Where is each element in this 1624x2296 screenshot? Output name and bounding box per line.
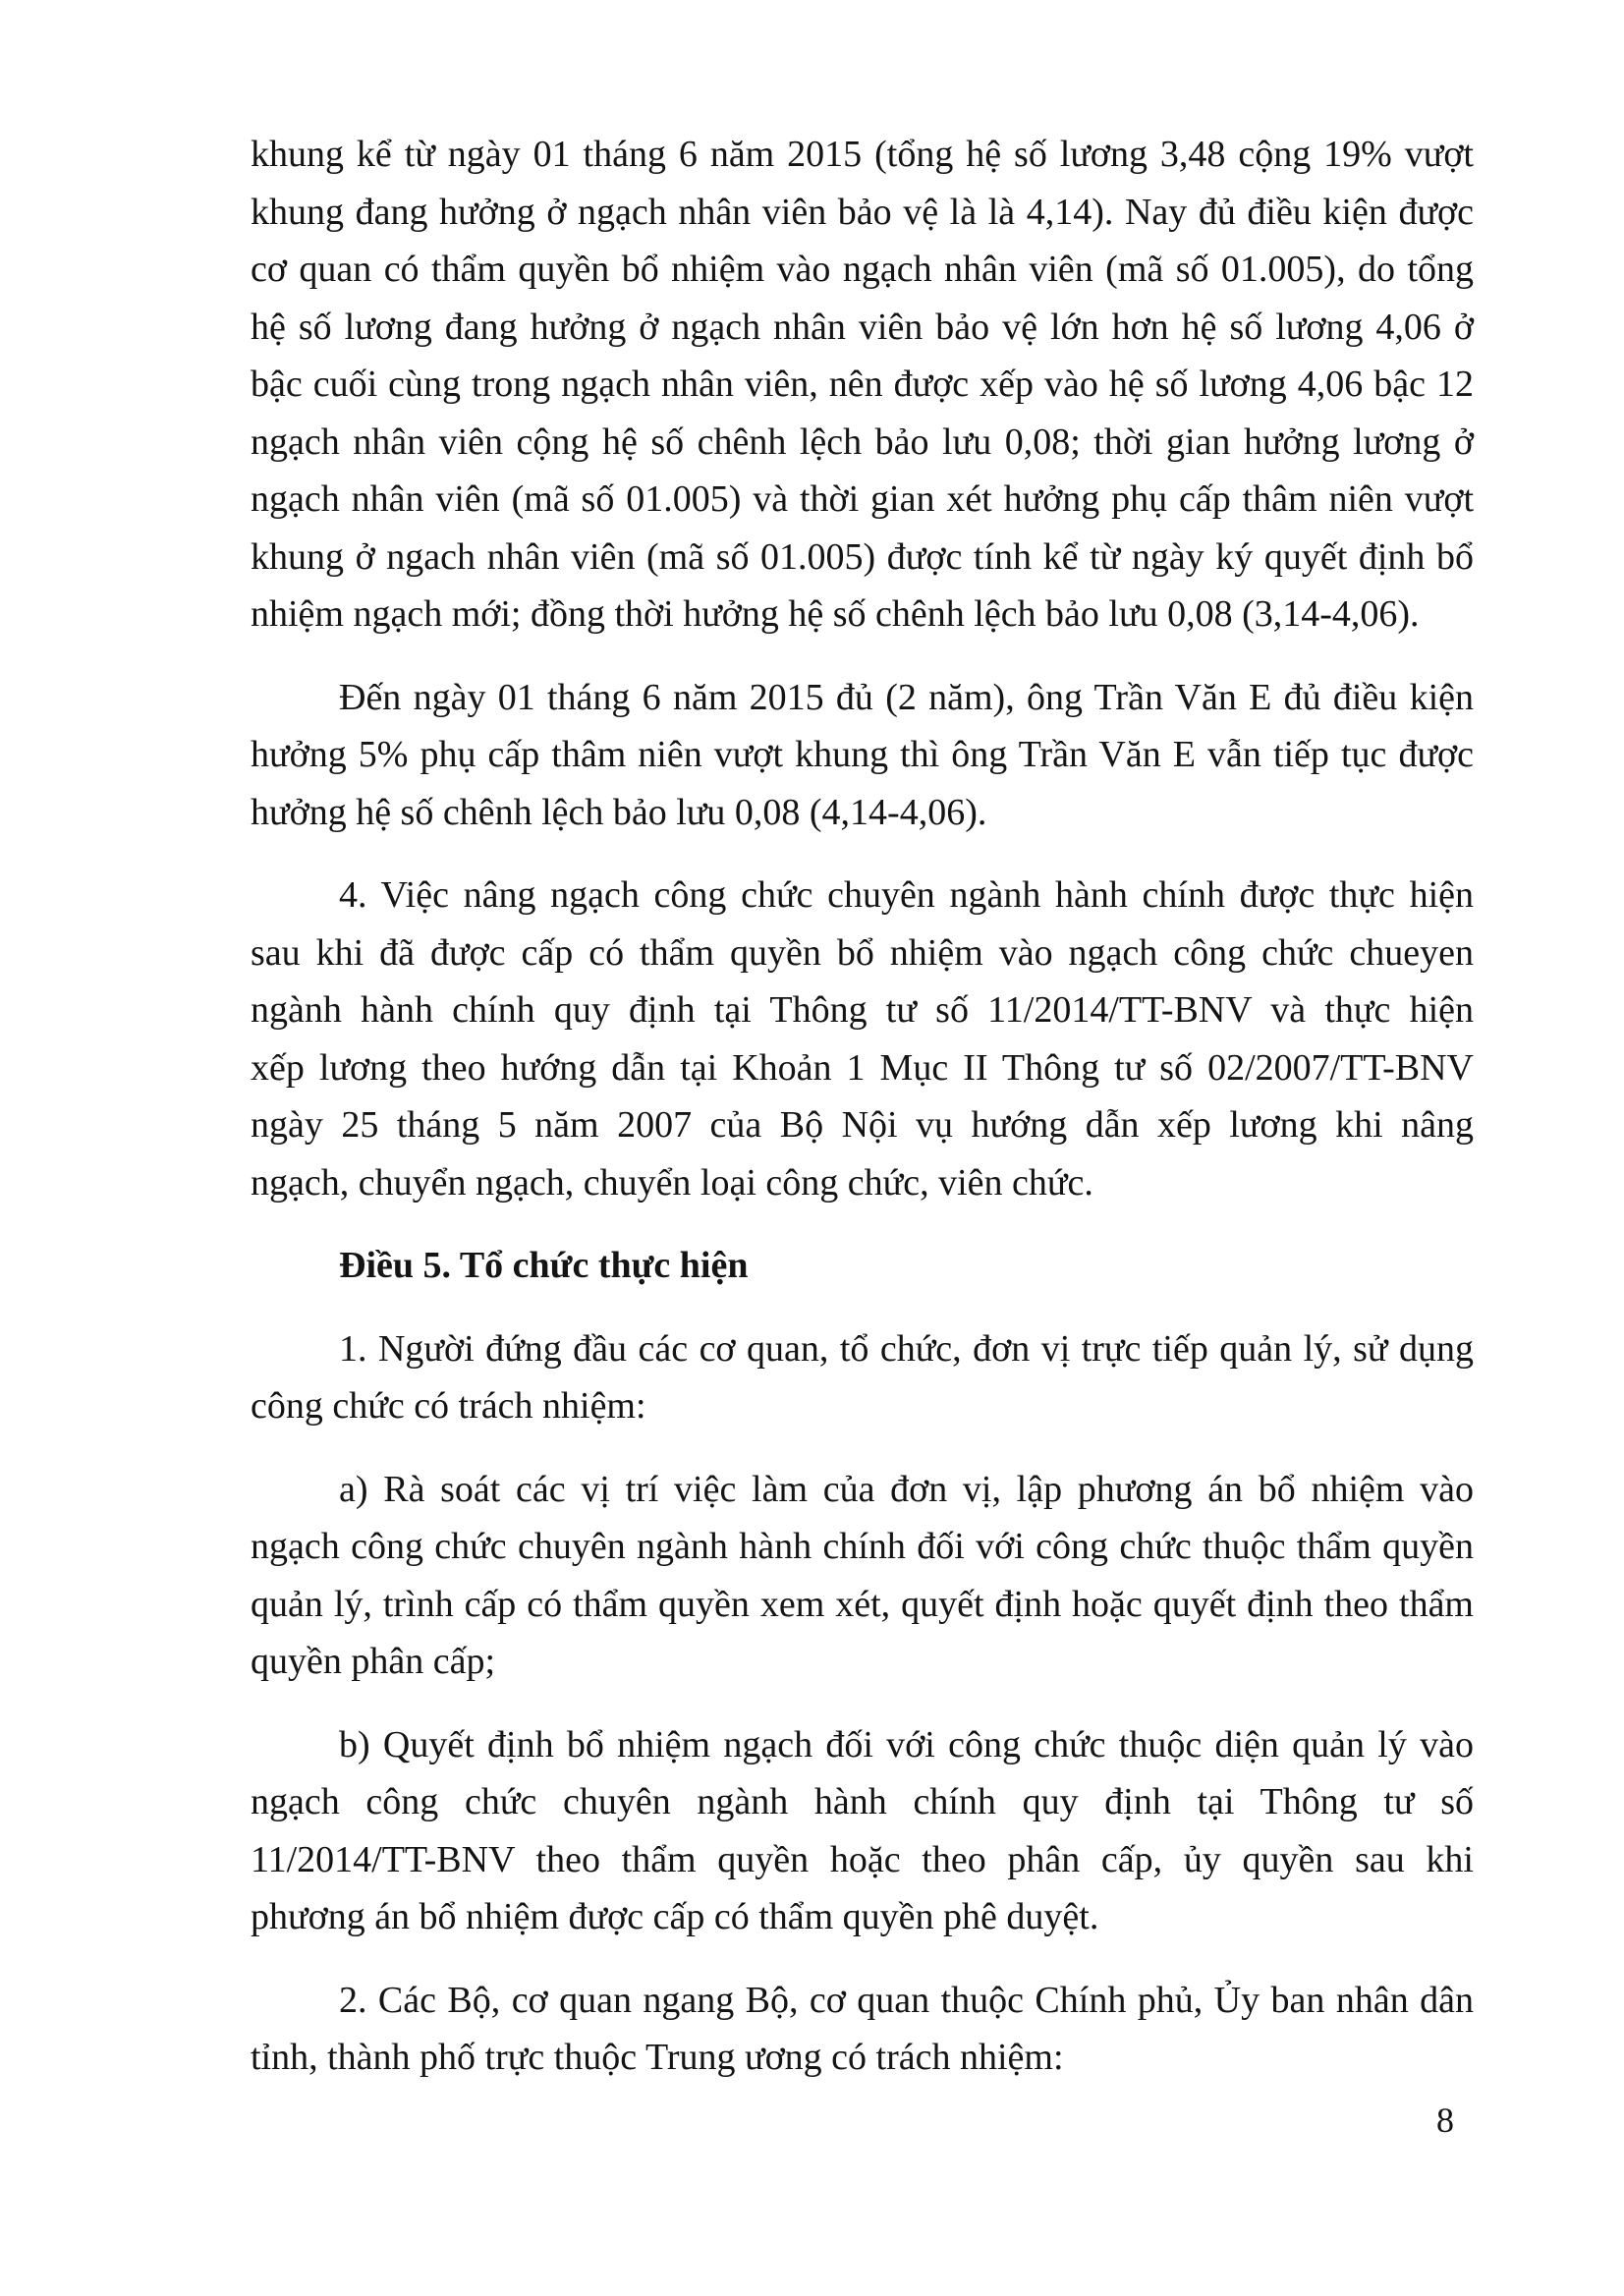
page-number: 8 bbox=[1436, 2100, 1454, 2140]
paragraph-gap bbox=[251, 1295, 1474, 1320]
text-line: khung ở ngach nhân viên (mã số 01.005) được tính kể từ ngày ký quyết định bổ bbox=[251, 535, 1474, 578]
text-line: Đến ngày 01 tháng 6 năm 2015 đủ (2 năm), ông Trần Văn E đủ điều kiện bbox=[339, 676, 1474, 718]
paragraph-1 bbox=[251, 126, 1474, 644]
text-line: ngạch, chuyển ngạch, chuyển loại công chức, viên chức. bbox=[251, 1161, 1093, 1204]
text-line: hưởng 5% phụ cấp thâm niên vượt khung thì ông Trần Văn E vẫn tiếp tục được bbox=[251, 734, 1474, 775]
text-line: quyền phân cấp; bbox=[251, 1641, 496, 1682]
text-line: tỉnh, thành phố trực thuộc Trung ương có trách nhiệm: bbox=[251, 2037, 1064, 2078]
document-body bbox=[251, 126, 1474, 2087]
paragraph-7 bbox=[251, 1972, 1474, 2087]
text-line: quản lý, trình cấp có thẩm quyền xem xét, quyết định hoặc quyết định theo thẩm bbox=[251, 1583, 1474, 1625]
paragraph-gap bbox=[251, 1691, 1474, 1716]
article-heading: Điều 5. Tổ chức thực hiện bbox=[339, 1245, 749, 1286]
paragraph-3 bbox=[251, 867, 1474, 1211]
text-line: khung kể từ ngày 01 tháng 6 năm 2015 (tổng hệ số lương 3,48 cộng 19% vượt bbox=[251, 134, 1474, 175]
text-line: bậc cuối cùng trong ngạch nhân viên, nên được xếp vào hệ số lương 4,06 bậc 12 bbox=[251, 364, 1474, 405]
text-line: ngạch nhân viên cộng hệ số chênh lệch bảo lưu 0,08; thời gian hưởng lương ở bbox=[251, 420, 1474, 463]
text-line: hưởng hệ số chênh lệch bảo lưu 0,08 (4,14-4,06). bbox=[251, 791, 987, 833]
text-line: ngạch công chức chuyên ngành hành chính quy định tại Thông tư số bbox=[251, 1781, 1474, 1822]
paragraph-gap bbox=[251, 841, 1474, 867]
text-line: ngành hành chính quy định tại Thông tư số 11/2014/TT-BNV và thực hiện bbox=[251, 989, 1474, 1031]
text-line: b) Quyết định bổ nhiệm ngạch đối với công chức thuộc diện quản lý vào bbox=[339, 1723, 1474, 1765]
text-line: xếp lương theo hướng dẫn tại Khoản 1 Mục II Thông tư số 02/2007/TT-BNV bbox=[251, 1046, 1474, 1089]
text-line: ngạch nhân viên (mã số 01.005) và thời gian xét hưởng phụ cấp thâm niên vượt bbox=[251, 478, 1474, 520]
paragraph-gap bbox=[251, 644, 1474, 669]
paragraph-4 bbox=[251, 1320, 1474, 1435]
paragraph-5 bbox=[251, 1461, 1474, 1691]
text-line: 2. Các Bộ, cơ quan ngang Bộ, cơ quan thuộc Chính phủ, Ủy ban nhân dân bbox=[339, 1979, 1474, 2021]
paragraph-gap bbox=[251, 1435, 1474, 1461]
text-line: hệ số lương đang hưởng ở ngạch nhân viên bảo vệ lớn hơn hệ số lương 4,06 ở bbox=[251, 306, 1474, 348]
paragraph-6 bbox=[251, 1716, 1474, 1946]
text-line: công chức có trách nhiệm: bbox=[251, 1385, 646, 1427]
paragraph-2 bbox=[251, 669, 1474, 842]
text-line: ngạch công chức chuyên ngành hành chính đối với công chức thuộc thẩm quyền bbox=[251, 1526, 1474, 1567]
text-line: 11/2014/TT-BNV theo thẩm quyền hoặc theo phân cấp, ủy quyền sau khi bbox=[251, 1838, 1474, 1880]
text-line: nhiệm ngạch mới; đồng thời hưởng hệ số chênh lệch bảo lưu 0,08 (3,14-4,06). bbox=[251, 593, 1420, 635]
text-line: phương án bổ nhiệm được cấp có thẩm quyền phê duyệt. bbox=[251, 1896, 1099, 1937]
text-line: a) Rà soát các vị trí việc làm của đơn vị, lập phương án bổ nhiệm vào bbox=[339, 1468, 1474, 1510]
text-line: 1. Người đứng đầu các cơ quan, tổ chức, đơn vị trực tiếp quản lý, sử dụng bbox=[339, 1327, 1474, 1370]
text-line: ngày 25 tháng 5 năm 2007 của Bộ Nội vụ hướng dẫn xếp lương khi nâng bbox=[251, 1104, 1474, 1146]
paragraph-gap bbox=[251, 1946, 1474, 1972]
text-line: 4. Việc nâng ngạch công chức chuyên ngành hành chính được thực hiện bbox=[339, 874, 1474, 916]
text-line: sau khi đã được cấp có thẩm quyền bổ nhiệm vào ngạch công chức chueyen bbox=[251, 931, 1474, 974]
text-line: khung đang hưởng ở ngạch nhân viên bảo vệ là là 4,14). Nay đủ điều kiện được bbox=[251, 191, 1474, 233]
paragraph-gap bbox=[251, 1211, 1474, 1237]
text-line: cơ quan có thẩm quyền bổ nhiệm vào ngạch nhân viên (mã số 01.005), do tổng bbox=[251, 249, 1474, 290]
